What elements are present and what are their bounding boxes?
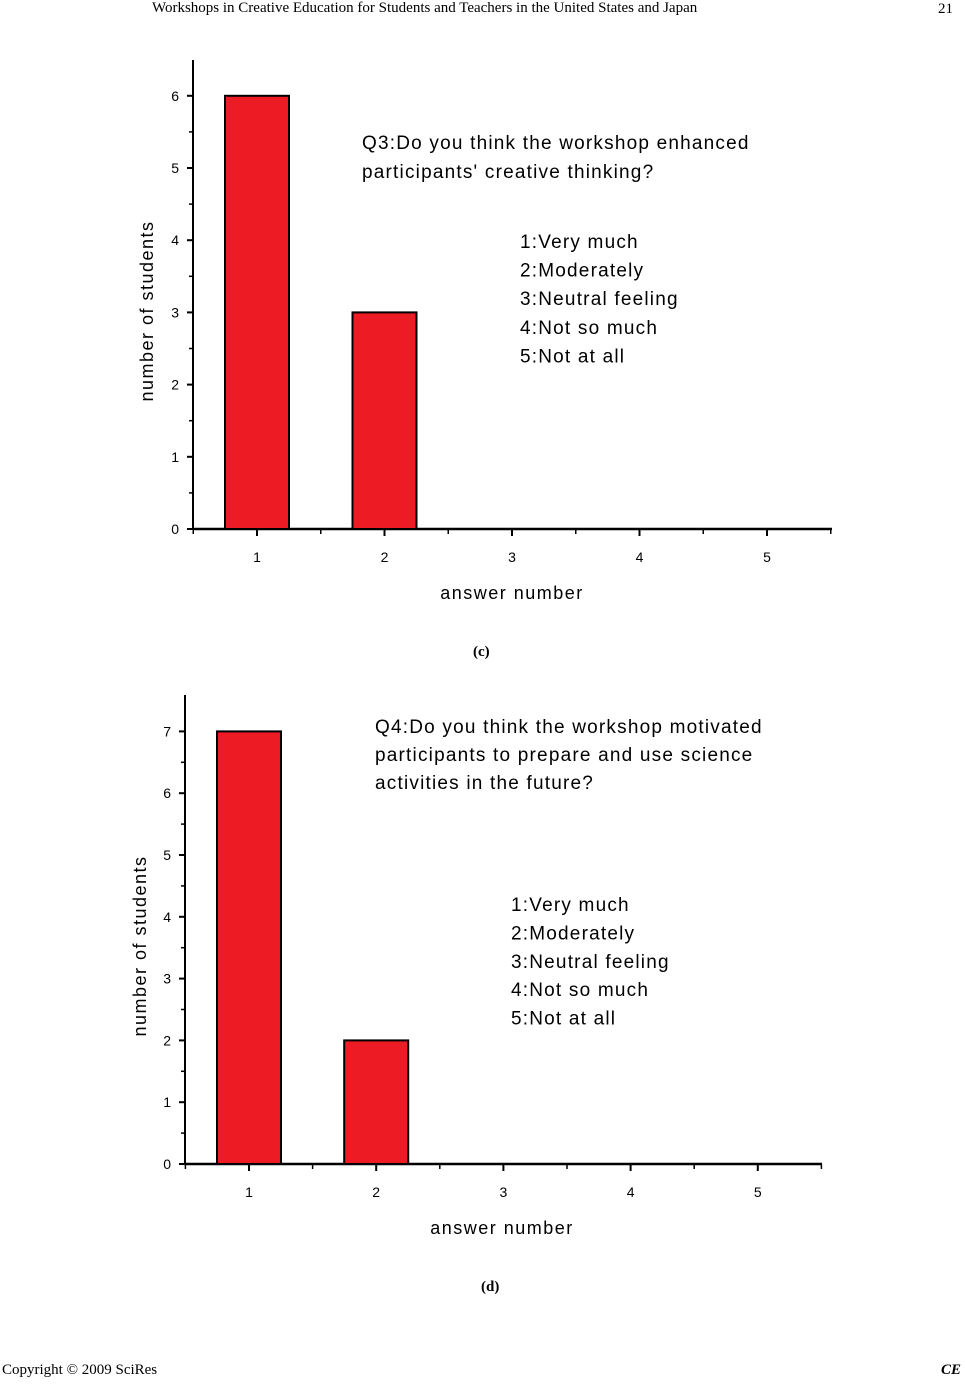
y-tick-label: 7 — [163, 723, 171, 740]
y-tick-label: 3 — [163, 970, 171, 987]
copyright-notice: Copyright © 2009 SciRes — [2, 1362, 158, 1378]
y-tick-label: 0 — [171, 521, 179, 537]
x-axis-label: answer number — [430, 1218, 574, 1238]
y-tick-label: 2 — [171, 376, 179, 393]
answer-key-item: 5:Not at all — [520, 346, 626, 368]
page-footer — [0, 1362, 965, 1386]
x-tick-label: 2 — [372, 1184, 381, 1200]
bar-answer-2 — [344, 1040, 408, 1164]
figure-caption-c: (c) — [473, 644, 490, 660]
question-annotation-line: participants' creative thinking? — [362, 162, 655, 183]
y-tick-label: 0 — [163, 1156, 171, 1172]
y-tick-label: 4 — [163, 908, 171, 925]
bar-answer-1 — [217, 731, 281, 1164]
y-tick-label: 2 — [163, 1032, 171, 1049]
x-tick-label: 1 — [253, 549, 261, 565]
x-tick-label: 4 — [635, 549, 644, 565]
question-annotation-line: participants to prepare and use science — [375, 745, 754, 766]
journal-abbreviation: CE — [940, 1362, 961, 1378]
y-axis-label: number of students — [130, 855, 150, 1037]
answer-key-item: 1:Very much — [520, 232, 639, 253]
x-tick-label: 3 — [508, 549, 516, 565]
x-tick-label: 1 — [245, 1184, 253, 1200]
y-axis-label: number of students — [137, 220, 157, 402]
x-tick-label: 2 — [380, 549, 389, 565]
page-number: 21 — [938, 1, 953, 17]
answer-key-item: 3:Neutral feeling — [520, 289, 679, 311]
question-annotation-line: Q4:Do you think the workshop motivated — [375, 717, 763, 738]
answer-key-item: 1:Very much — [511, 895, 630, 916]
answer-key-item: 5:Not at all — [511, 1008, 617, 1030]
y-tick-label: 3 — [171, 304, 179, 321]
answer-key-item: 2:Moderately — [520, 260, 645, 282]
answer-key-item: 4:Not so much — [511, 980, 650, 1002]
question-annotation-line: Q3:Do you think the workshop enhanced — [362, 133, 750, 154]
y-tick-label: 4 — [171, 232, 179, 249]
answer-key-item: 3:Neutral feeling — [511, 951, 670, 973]
x-tick-label: 5 — [763, 549, 771, 565]
answer-key-item: 2:Moderately — [511, 923, 636, 945]
x-tick-label: 3 — [499, 1184, 508, 1200]
question-annotation-line: activities in the future? — [375, 773, 595, 794]
y-tick-label: 6 — [163, 785, 171, 802]
y-tick-label: 6 — [171, 87, 179, 104]
y-tick-label: 1 — [171, 448, 179, 465]
x-axis-label: answer number — [440, 583, 584, 603]
y-tick-label: 5 — [163, 847, 171, 863]
y-tick-label: 1 — [163, 1094, 171, 1111]
answer-key-item: 4:Not so much — [520, 317, 659, 339]
y-tick-label: 5 — [171, 160, 179, 176]
x-tick-label: 5 — [753, 1184, 762, 1200]
x-tick-label: 4 — [626, 1184, 635, 1200]
running-title: Workshops in Creative Education for Students and Teachers in the United States and Japan — [152, 0, 698, 16]
figure-caption-d: (d) — [481, 1279, 500, 1295]
